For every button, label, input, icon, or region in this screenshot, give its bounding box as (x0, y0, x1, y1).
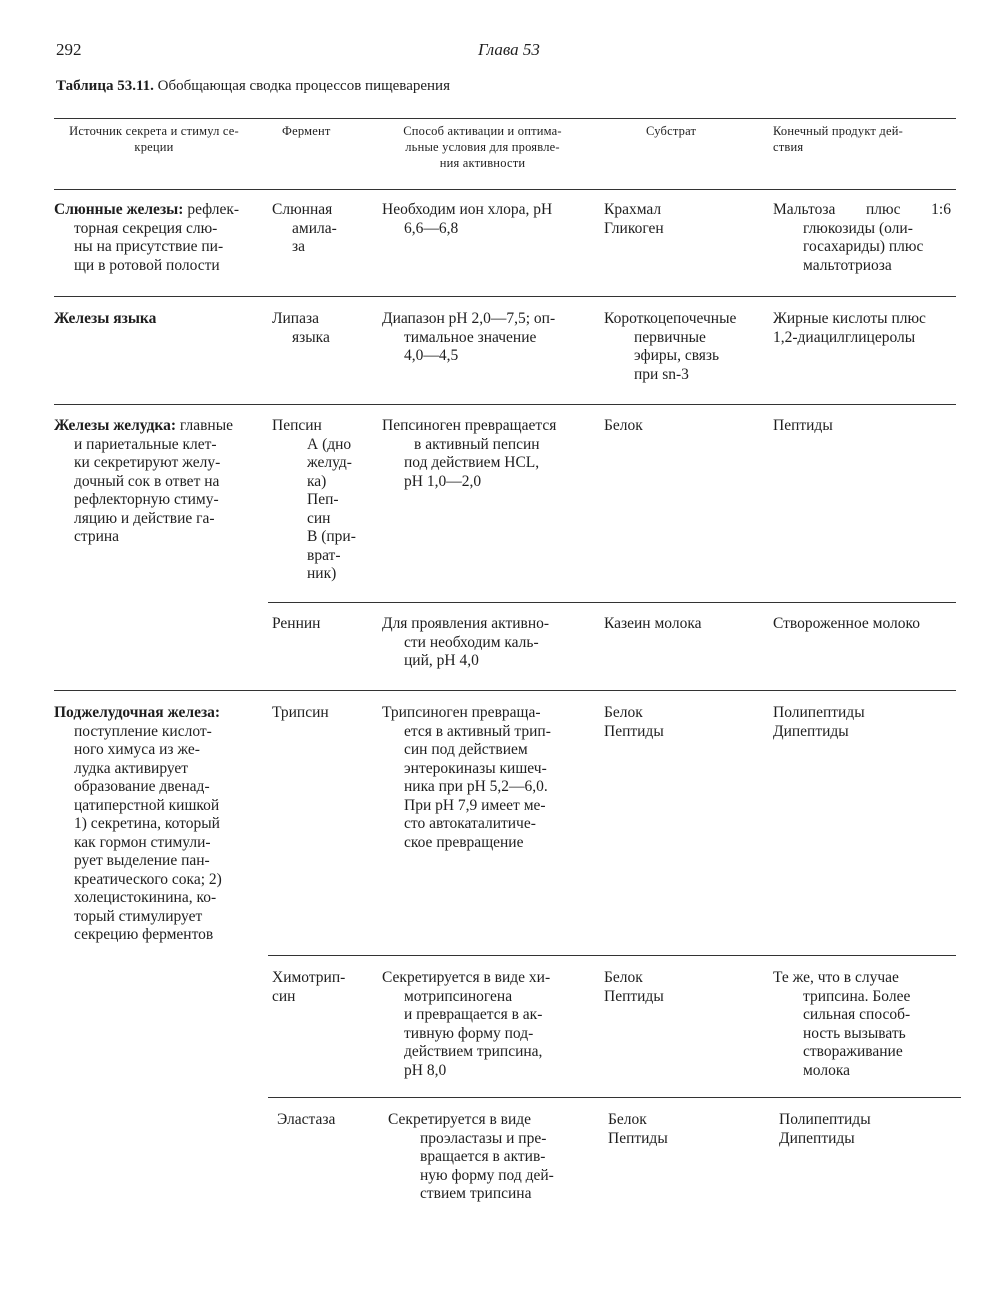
activation-line: действием трипсина, (404, 1043, 543, 1060)
source-line: ного химуса из же- (74, 741, 200, 758)
source-line: как гормон стимули- (74, 833, 211, 851)
product-line: молока (803, 1061, 851, 1079)
substrate-line: Белок (604, 704, 643, 721)
row-divider (54, 690, 956, 691)
activation-line: энтерокиназы кишеч- (404, 759, 547, 777)
activation-line: ную форму под дей- (420, 1166, 554, 1184)
header-source (54, 123, 254, 155)
activation-line: сти необходим каль- (404, 633, 539, 651)
header-line: Источник секрета и стимул се- (69, 124, 239, 138)
table-caption (56, 78, 450, 95)
product-line: Створоженное молоко (773, 615, 920, 632)
activation-line: 6,6—6,8 (404, 219, 459, 237)
enzyme-line: желуд- (307, 454, 352, 471)
activation-line: ется в активный трип- (404, 722, 551, 740)
source-line: щи в ротовой полости (74, 256, 220, 274)
row-divider (54, 296, 956, 297)
header-line: ствия (773, 140, 804, 154)
source-title: Железы желудка: (54, 417, 177, 434)
product-line: госахариды) плюс (803, 238, 924, 255)
row-5-activation (382, 969, 587, 1080)
row-4-substrate (604, 704, 762, 741)
activation-line: сто автокаталитиче- (404, 815, 536, 832)
row-5-substrate (604, 969, 762, 1006)
source-line: лудка активирует (74, 759, 189, 777)
row-2-enzyme (272, 417, 367, 584)
row-2-product (773, 417, 953, 436)
enzyme-line: Липаза (272, 310, 319, 327)
product-line: трипсина. Более (803, 987, 911, 1005)
table-caption-label: Таблица 53.11. (56, 78, 154, 94)
header-line: льные условия для проявле- (405, 140, 560, 154)
source-line: ки секретируют желу- (74, 454, 221, 471)
row-5-product (773, 969, 953, 1080)
row-4-activation (382, 704, 587, 852)
product-line: Полипептиды (773, 704, 865, 721)
source-line-first (54, 201, 254, 220)
row-0-substrate (604, 201, 762, 238)
row-6-activation (388, 1111, 593, 1204)
page-number: 292 (56, 40, 82, 59)
row-divider (268, 602, 956, 603)
row-1-enzyme (272, 310, 367, 347)
activation-line: тимальное значение (404, 328, 537, 346)
source-line: торная секреция слю- (74, 219, 218, 237)
row-2-source (54, 417, 254, 547)
header-line: Субстрат (646, 124, 697, 138)
activation-line: ское превращение (404, 833, 524, 851)
activation-line: Для проявления активно- (382, 615, 550, 632)
enzyme-line: Пеп- (307, 491, 339, 508)
product-line: Пептиды (773, 417, 833, 434)
activation-line: 4,0—4,5 (404, 347, 459, 364)
product-line: створаживание (803, 1043, 903, 1060)
activation-line: Трипсиноген превраща- (382, 704, 541, 721)
header-enzyme (282, 123, 362, 139)
activation-line: мотрипсиногена (404, 987, 513, 1005)
substrate-line: эфиры, связь (634, 347, 720, 364)
header-substrate (646, 123, 746, 139)
product-line: глюкозиды (оли- (803, 219, 913, 237)
enzyme-line: за (292, 238, 306, 255)
source-title: Слюнные железы: (54, 201, 184, 218)
enzyme-line: языка (292, 328, 330, 346)
header-product (773, 123, 953, 155)
source-line: дочный сок в ответ на (74, 472, 220, 490)
activation-line: Диапазон pH 2,0—7,5; оп- (382, 310, 556, 327)
source-title: Железы языка (54, 310, 157, 327)
substrate-line: Крахмал (604, 201, 662, 218)
product-line: Полипептиды (779, 1111, 871, 1128)
row-6-product (779, 1111, 959, 1148)
header-line: креции (134, 140, 174, 154)
substrate-line: Белок (604, 417, 643, 434)
source-line: рует выделение пан- (74, 852, 210, 869)
source-line: образование двенад- (74, 778, 210, 795)
row-3-enzyme (272, 615, 367, 634)
substrate-line: Белок (608, 1111, 647, 1128)
activation-line: ствием трипсина (420, 1185, 532, 1202)
enzyme-line: Эластаза (277, 1111, 336, 1128)
enzyme-line: син (307, 509, 331, 527)
row-4-product (773, 704, 953, 741)
row-divider (268, 1097, 961, 1098)
row-3-substrate (604, 615, 762, 634)
enzyme-line: Химотрип- (272, 969, 346, 986)
enzyme-line: Трипсин (272, 704, 329, 721)
source-line: рефлекторную стиму- (74, 491, 219, 508)
row-0-enzyme (272, 201, 367, 257)
enzyme-line: син (272, 987, 296, 1005)
substrate-line: Пептиды (604, 722, 664, 740)
source-line: цатиперстной кишкой (74, 796, 220, 814)
source-line: холецистокинина, ко- (74, 889, 217, 906)
header-line: Способ активации и оптима- (403, 124, 562, 138)
source-line: и париетальные клет- (74, 435, 217, 453)
source-line: ны на присутствие пи- (74, 238, 224, 255)
table-caption-text: Обобщающая сводка процессов пищеварения (157, 78, 450, 94)
product-line: Дипептиды (779, 1129, 855, 1147)
enzyme-line: Реннин (272, 615, 321, 632)
row-1-product (773, 310, 953, 347)
enzyme-line: врат- (307, 546, 341, 564)
activation-line: проэластазы и пре- (420, 1129, 547, 1147)
source-line: торый стимулирует (74, 907, 203, 925)
activation-line: pH 1,0—2,0 (404, 472, 482, 490)
product-line: ность вызывать (803, 1024, 906, 1042)
product-line: мальтотриоза (803, 256, 892, 274)
header-line: Фермент (282, 124, 331, 138)
chapter-heading: Глава 53 (478, 40, 540, 59)
row-divider (268, 955, 956, 956)
enzyme-line: амила- (292, 219, 337, 237)
source-title: Поджелудочная железа: (54, 704, 221, 721)
product-line: Дипептиды (773, 722, 849, 740)
enzyme-line: ник) (307, 565, 337, 582)
activation-line: pH 8,0 (404, 1061, 447, 1079)
enzyme-line: Пепсин (272, 417, 322, 434)
activation-line: Необходим ион хлора, pH (382, 201, 553, 218)
row-0-product (773, 201, 951, 275)
source-line: стрина (74, 528, 120, 545)
activation-line: При pH 7,9 имеет ме- (404, 796, 546, 814)
row-1-activation (382, 310, 587, 366)
header-bottom-rule (54, 189, 956, 190)
source-line: рефлек- (187, 201, 240, 218)
activation-line: вращается в актив- (420, 1148, 546, 1165)
activation-line: Пепсиноген превращается (382, 417, 557, 434)
source-line: ляцию и действие га- (74, 509, 215, 527)
substrate-line: Короткоцепочечные (604, 310, 737, 327)
source-line-first (54, 704, 252, 723)
source-line: главные (179, 417, 234, 434)
product-line: Мальтоза плюс 1:6 (773, 201, 951, 218)
enzyme-line: ка) (307, 472, 327, 490)
header-line: Конечный продукт дей- (773, 124, 903, 138)
substrate-line: Пептиды (604, 987, 664, 1005)
substrate-line: при sn-3 (634, 365, 689, 383)
source-line: креатического сока; 2) (74, 870, 222, 888)
enzyme-line: В (при- (307, 528, 356, 545)
activation-line: Секретируется в виде хи- (382, 969, 551, 986)
source-line: 1) секретина, который (74, 815, 220, 832)
product-line: сильная способ- (803, 1006, 911, 1023)
activation-line: Секретируется в виде (388, 1111, 532, 1128)
row-1-substrate (604, 310, 762, 384)
enzyme-line: Слюнная (272, 201, 333, 218)
row-3-activation (382, 615, 587, 671)
row-1-source (54, 310, 254, 329)
row-2-substrate (604, 417, 762, 436)
substrate-line: Гликоген (604, 219, 664, 237)
table-top-rule (54, 118, 956, 119)
substrate-line: Пептиды (608, 1129, 668, 1147)
activation-line: в активный пепсин (414, 435, 540, 453)
source-line-first (54, 417, 254, 436)
row-5-enzyme (272, 969, 367, 1006)
enzyme-line: А (дно (307, 435, 352, 453)
row-6-enzyme (277, 1111, 372, 1130)
activation-line: под действием HCL, (404, 454, 540, 471)
substrate-line: Белок (604, 969, 643, 986)
substrate-line: первичные (634, 328, 706, 346)
row-3-product (773, 615, 953, 634)
header-line: ния активности (439, 156, 526, 170)
product-line: Те же, что в случае (773, 969, 899, 986)
row-4-enzyme (272, 704, 367, 723)
activation-line: и превращается в ак- (404, 1006, 543, 1023)
activation-line: ций, pH 4,0 (404, 652, 479, 669)
row-0-activation (382, 201, 587, 238)
source-line: секрецию ферментов (74, 926, 214, 943)
product-line: Жирные кислоты плюс (773, 310, 926, 327)
activation-line: син под действием (404, 741, 528, 758)
row-2-activation (382, 417, 587, 491)
product-line: 1,2-диацилглицеролы (773, 328, 916, 346)
row-0-source (54, 201, 254, 275)
header-activation (380, 123, 585, 171)
substrate-line: Казеин молока (604, 615, 702, 632)
activation-line: ника при pH 5,2—6,0. (404, 778, 548, 795)
source-line: поступление кислот- (74, 722, 212, 740)
row-6-substrate (608, 1111, 766, 1148)
row-divider (54, 404, 956, 405)
activation-line: тивную форму под- (404, 1024, 534, 1042)
row-4-source (54, 704, 252, 945)
